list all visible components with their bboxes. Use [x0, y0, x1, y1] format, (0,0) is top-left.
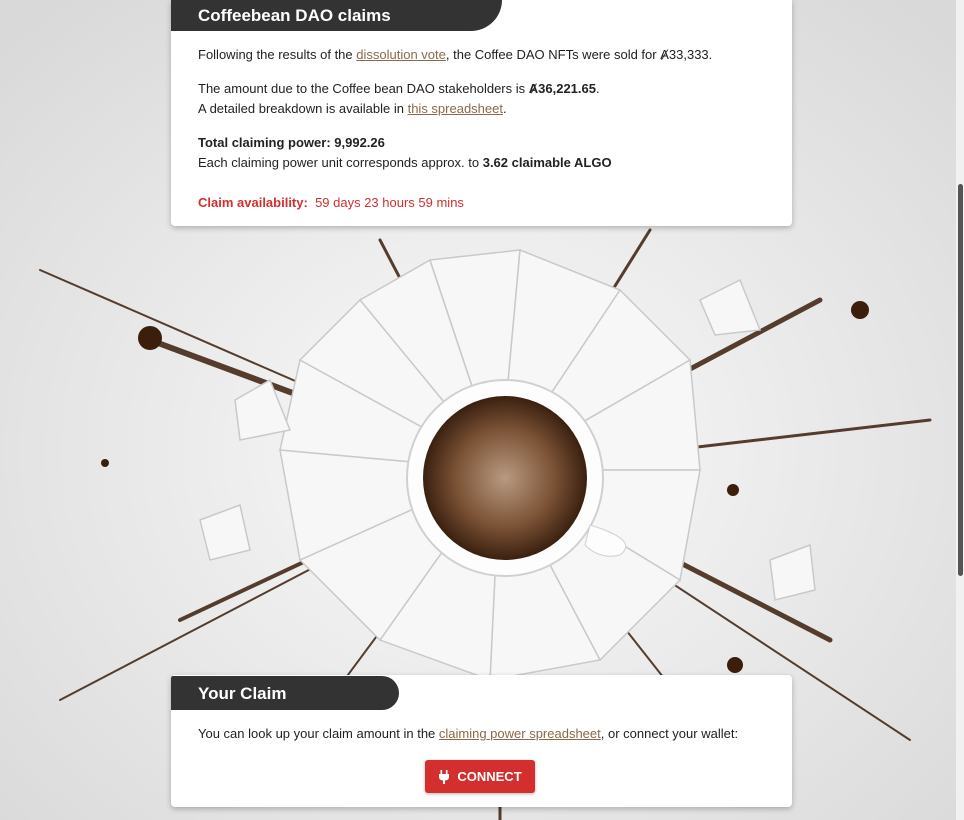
scrollbar-track[interactable] [956, 0, 964, 820]
breakdown-prefix: A detailed breakdown is available in [198, 101, 408, 116]
claim-availability-countdown: 59 days 23 hours 59 mins [315, 195, 464, 210]
claims-card-title: Coffeebean DAO claims [171, 0, 502, 31]
sale-text-prefix: Following the results of the [198, 47, 357, 62]
your-claim-title: Your Claim [171, 676, 399, 710]
scrollbar-thumb[interactable] [958, 184, 963, 576]
amount-due-prefix: The amount due to the Coffee bean DAO stakeholders is [198, 81, 529, 96]
breakdown-text [198, 99, 507, 119]
claims-info-card [171, 0, 792, 226]
spreadsheet-link[interactable]: this spreadsheet [407, 101, 503, 116]
breakdown-suffix: . [503, 101, 507, 116]
plug-icon [438, 770, 450, 784]
amount-due-value: Ⱥ36,221.65 [528, 81, 596, 96]
dissolution-vote-link[interactable]: dissolution vote [356, 47, 446, 62]
claim-lookup-prefix: You can look up your claim amount in the [198, 726, 439, 741]
connect-button-label: CONNECT [457, 769, 522, 784]
claim-lookup-suffix: , or connect your wallet: [600, 726, 739, 741]
claim-availability [198, 193, 464, 213]
sale-result-text [198, 45, 712, 65]
sale-text-suffix: , the Coffee DAO NFTs were sold for Ⱥ33,333. [445, 47, 713, 62]
total-claiming-power-value: Total claiming power: 9,992.26 [198, 135, 385, 150]
unit-conversion-text [198, 153, 612, 173]
unit-conversion-value: 3.62 claimable ALGO [482, 155, 612, 170]
unit-conversion-prefix: Each claiming power unit corresponds approx. to [198, 155, 483, 170]
claim-availability-label: Claim availability: [198, 195, 308, 210]
amount-due-text [198, 79, 600, 99]
total-claiming-power [198, 133, 385, 153]
claim-lookup-text [198, 724, 738, 744]
connect-wallet-button[interactable] [425, 760, 535, 793]
claiming-power-spreadsheet-link[interactable]: claiming power spreadsheet [438, 726, 601, 741]
amount-due-suffix: . [595, 81, 600, 96]
your-claim-card [171, 675, 792, 807]
